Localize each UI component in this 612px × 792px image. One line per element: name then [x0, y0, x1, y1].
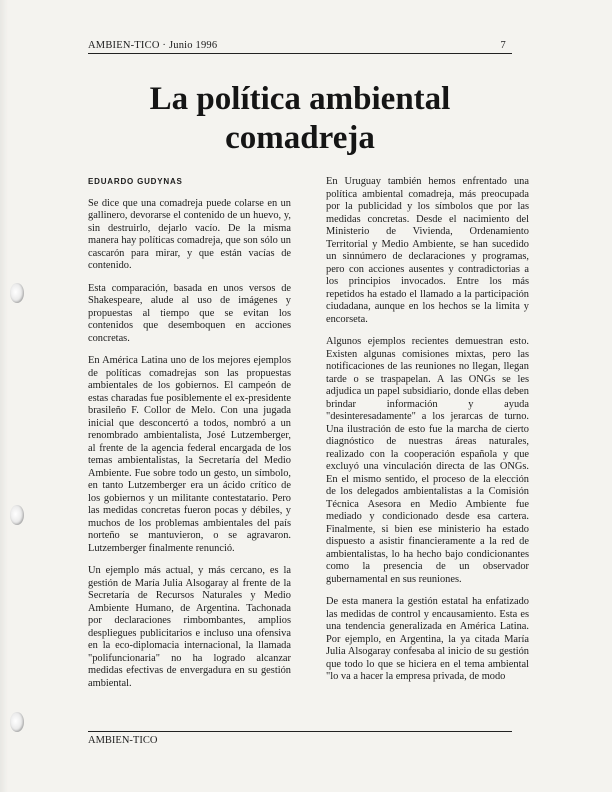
scan-edge-shadow [0, 0, 8, 792]
journal-issue: AMBIEN-TICO · Junio 1996 [88, 40, 218, 51]
paragraph: Un ejemplo más actual, y más cercano, es la gestión de María Julia Alsogaray al frente de la Secretaría de Recursos Naturales y Medio Ambiente Humano, de Argentina. Tachonada por declaraciones rimbombantes, amplios despliegues publicitarios e incluso una ofensiva en la eco-diplomacia internacional, la llamada "polifuncionaria" no ha logrado alcanzar medidas efectivas de envergadura en su gestión ambiental. [88, 565, 291, 689]
paragraph: Esta comparación, basada en unos versos de Shakespeare, alude al uso de imágenes y propuestas al tiempo que se evitan los contenidos que desemboquen en acciones concretas. [88, 282, 291, 344]
paragraph: En América Latina uno de los mejores ejemplos de políticas comadrejas son las propuestas ambientales de los gobiernos. El campeón de estas charadas fue posiblemente el ex-presidente brasileño F. Collor de Melo. Con una jugada inicial que desconcertó a todos, nombró a un renombrado ambientalista, José Lutzemberger, al frente de la agencia federal encargada de los temas ambientalistas, la Secretaría del Medio Ambiente. Fue sobre todo un gesto, un símbolo, en tanto Lutzemberger era un ácido crítico de los gobiernos y un militante contestatario. Pero las medidas concretas fueron pocas y débiles, y muchos de los problemas ambientales del país norteño se mantuvieron, o se agravaron. Lutzemberger finalmente renunció. [88, 355, 291, 554]
right-column [326, 176, 529, 694]
paragraph: Algunos ejemplos recientes demuestran esto. Existen algunas comisiones mixtas, pero las notificaciones de las reuniones no llegan, llegan tarde o se traspapelan. A las ONGs se les adjudica un papel subsidiario, donde ellas deben brindar información y ayuda "desinteresadamente" a los jerarcas de turno. Una ilustración de esto fue la marcha de cierto diagnóstico de nuestras áreas naturales, realizado con la cooperación española y que excluyó una vinculación directa de las ONGs. En el mismo sentido, el proceso de la elección de los delegados ambientalistas a la Comisión Técnica Asesora en Medio Ambiente fue mediado y condicionado desde esa cartera. Finalmente, si bien ese ministerio ha estado dispuesto a asistir financieramente a la red de ambientalistas, lo ha hecho bajo condicionantes como la presencia de un observador gubernamental en sus reuniones. [326, 336, 529, 585]
page-number: 7 [500, 40, 506, 51]
running-header [88, 40, 512, 54]
paragraph: En Uruguay también hemos enfrentado una política ambiental comadreja, más preocupada por la publicidad y los símbolos que por las medidas concretas. Desde el nacimiento del Ministerio de Vivienda, Ordenamiento Territorial y Medio Ambiente, se han sucedido un sinnúmero de declaraciones y programas, pero con acciones ausentes y contradictorias a los principios invocados. Entre los más repetidos ha estado el llamado a la participación ciudadana, aunque en los hechos se la limita y encorseta. [326, 176, 529, 325]
paragraph: Se dice que una comadreja puede colarse en un gallinero, devorarse el contenido de un huevo, y, sin destruirlo, dejarlo vacío. De la misma manera hay políticas comadreja, que son sólo un cascarón para mirar, y que están vacías de contenido. [88, 197, 291, 271]
running-footer [88, 731, 512, 746]
article-title: La política ambiental comadreja [149, 81, 451, 156]
author-byline: EDUARDO GUDYNAS [88, 177, 183, 186]
footer-journal: AMBIEN-TICO [88, 735, 158, 746]
binder-hole [10, 712, 24, 732]
left-column [88, 176, 291, 700]
binder-hole [10, 505, 24, 525]
binder-hole [10, 283, 24, 303]
paragraph: De esta manera la gestión estatal ha enfatizado las medidas de control y encausamiento. Esta es una tendencia generalizada en América Latina. Por ejemplo, en Argentina, la ya citada María Julia Alsogaray confesaba al inicio de su gestión que todo lo que se hiciera en el tema ambiental "lo va a hacer la empresa privada, de modo [326, 596, 529, 682]
